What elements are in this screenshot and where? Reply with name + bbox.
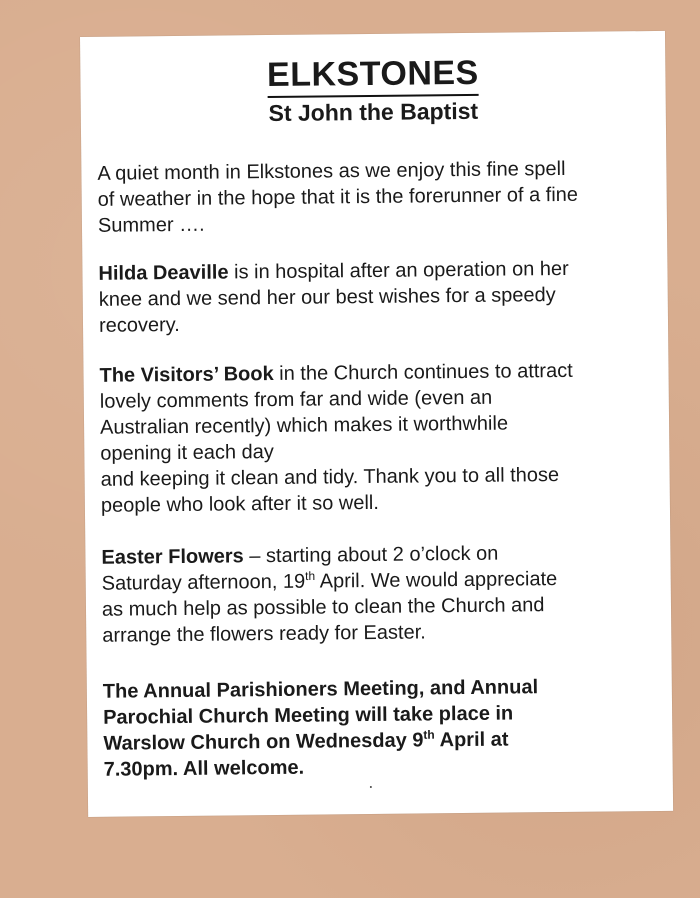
hilda-line-3: recovery.: [98, 313, 180, 337]
meeting-line-4: 7.30pm. All welcome.: [103, 756, 305, 781]
visitors-line-2: lovely comments from far and wide (even an: [99, 386, 493, 413]
easter-date-suffix: th: [305, 568, 316, 584]
newsletter-page: [80, 31, 673, 817]
intro-paragraph: [97, 155, 646, 239]
visitors-line-1: in the Church continues to attract: [273, 359, 573, 385]
hilda-paragraph: [98, 255, 647, 339]
hilda-line-1: is in hospital after an operation on her: [228, 257, 569, 284]
meeting-line-3b: April at: [434, 728, 509, 752]
visitors-book-paragraph: [99, 357, 649, 519]
title-text: ELKSTONES: [267, 53, 479, 98]
hilda-name: Hilda Deaville: [98, 261, 229, 285]
visitors-book-heading: The Visitors’ Book: [99, 362, 274, 387]
meeting-line-1: The Annual Parishioners Meeting, and Annual: [102, 676, 539, 703]
intro-line-1: A quiet month in Elkstones as we enjoy this fine spell: [97, 157, 566, 185]
visitors-line-6: people who look after it so well.: [100, 491, 379, 517]
page-title: [80, 51, 665, 100]
meeting-line-2: Parochial Church Meeting will take place in: [103, 702, 514, 729]
easter-line-2b: April. We would appreciate: [315, 568, 558, 593]
easter-line-1: – starting about 2 o’clock on: [243, 542, 499, 568]
visitors-line-4: opening it each day: [100, 440, 274, 465]
easter-line-4: arrange the flowers ready for Easter.: [102, 621, 426, 647]
intro-line-2: of weather in the hope that it is the forerunner of a fine: [97, 183, 579, 211]
intro-line-3: Summer ….: [97, 213, 205, 237]
annual-meeting-paragraph: [103, 673, 652, 783]
easter-line-2a: Saturday afternoon, 19: [101, 570, 306, 595]
easter-line-3: as much help as possible to clean the Church and: [101, 594, 545, 621]
visitors-line-3: Australian recently) which makes it worthwhile: [99, 412, 509, 439]
easter-flowers-heading: Easter Flowers: [101, 545, 244, 569]
meeting-date-suffix: th: [423, 727, 435, 742]
visitors-line-5: and keeping it clean and tidy. Thank you to all those: [100, 464, 560, 491]
meeting-line-3a: Warslow Church on Wednesday 9: [103, 729, 424, 755]
page-subtitle: St John the Baptist: [268, 97, 479, 127]
speck-mark: [370, 786, 372, 788]
easter-flowers-paragraph: [101, 539, 650, 649]
hilda-line-2: knee and we send her our best wishes for a speedy: [98, 284, 556, 311]
